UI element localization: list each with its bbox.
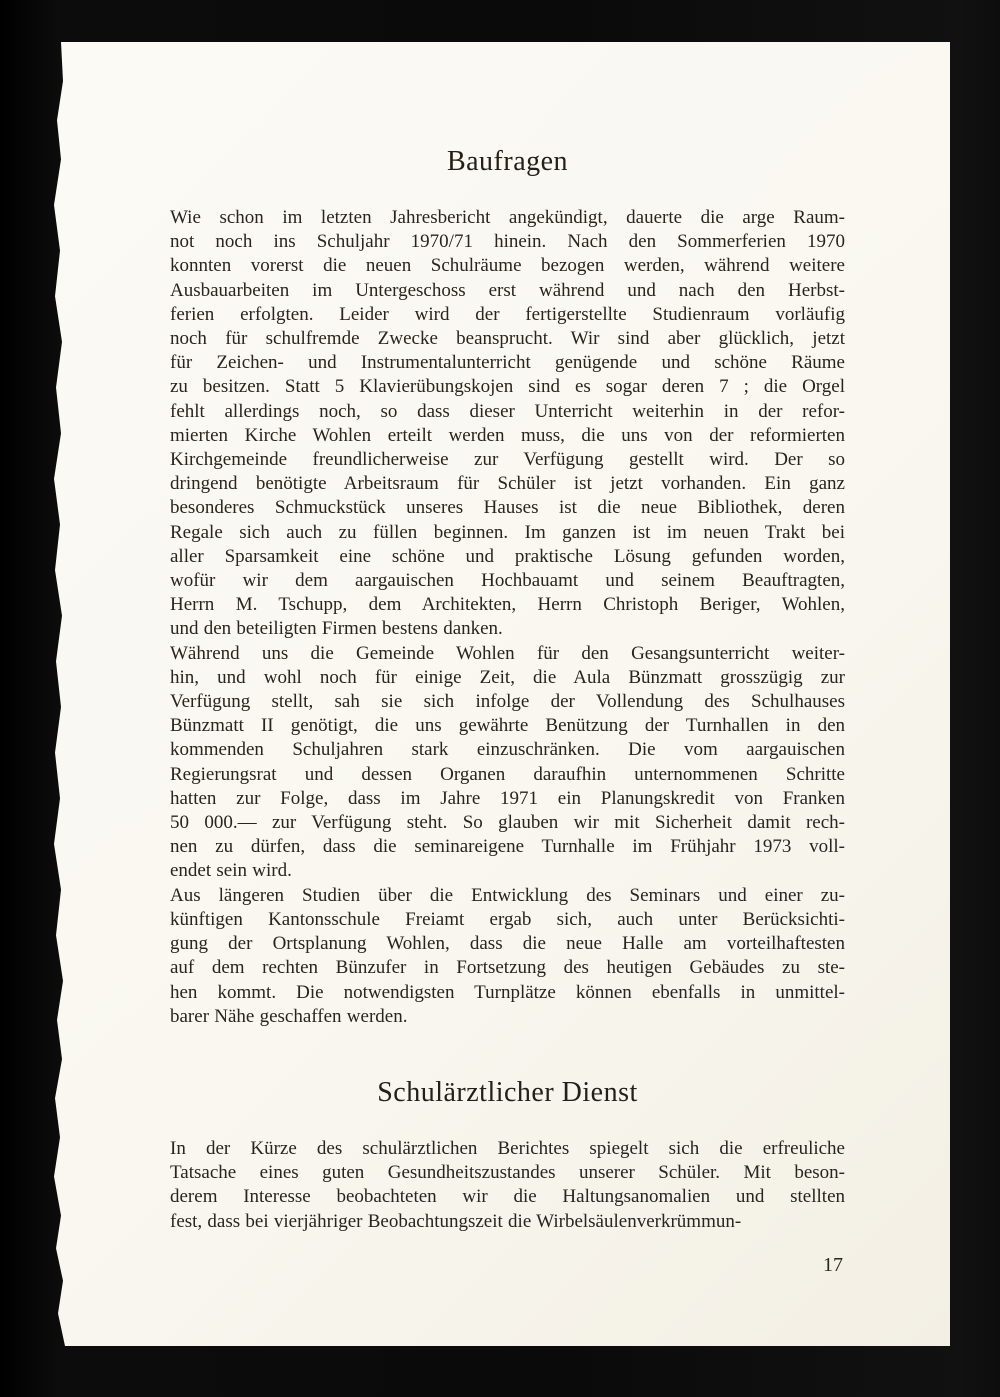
text-line: Tatsache eines guten Gesundheitszustandes unserer Schüler. Mit beson- [170, 1162, 845, 1184]
text-line: hatten zur Folge, dass im Jahre 1971 ein Planungskredit von Franken [170, 787, 845, 809]
text-line: hen kommt. Die notwendigsten Turnplätze können ebenfalls in unmittel- [170, 981, 845, 1003]
text-line: noch für schulfremde Zwecke beansprucht. Wir sind aber glücklich, jetzt [170, 328, 845, 350]
text-line: hin, und wohl noch für einige Zeit, die Aula Bünzmatt grosszügig zur [170, 666, 845, 688]
text-line: Regierungsrat und dessen Organen daraufhin unternommenen Schritte [170, 763, 845, 785]
text-line: Bünzmatt II genötigt, die uns gewährte Benützung der Turnhallen in den [170, 715, 845, 737]
text-line: Herrn M. Tschupp, dem Architekten, Herrn Christoph Beriger, Wohlen, [170, 594, 845, 616]
page-content [170, 42, 845, 1277]
text-line: künftigen Kantonsschule Freiamt ergab sich, auch unter Berücksichti- [170, 908, 845, 930]
text-line: 50 000.— zur Verfügung steht. So glauben wir mit Sicherheit damit rech- [170, 812, 845, 834]
text-line: Kirchgemeinde freundlicherweise zur Verfügung gestellt wird. Der so [170, 449, 845, 471]
section-heading: Baufragen [446, 146, 569, 177]
text-line: Ausbauarbeiten im Untergeschoss erst während und nach den Herbst- [170, 279, 845, 301]
text-line: Während uns die Gemeinde Wohlen für den Gesangsunterricht weiter- [170, 642, 845, 664]
text-line: wofür wir dem aargauischen Hochbauamt und seinem Beauftragten, [170, 570, 845, 592]
text-line: endet sein wird. [170, 860, 292, 882]
text-line: In der Kürze des schulärztlichen Berichtes spiegelt sich die erfreuliche [170, 1137, 845, 1159]
text-line: dringend benötigte Arbeitsraum für Schüler ist jetzt vorhanden. Ein ganz [170, 473, 845, 495]
paragraph [170, 642, 845, 884]
text-line: zu besitzen. Statt 5 Klavierübungskojen sind es sogar deren 7 ; die Orgel [170, 376, 845, 398]
text-line: gung der Ortsplanung Wohlen, dass die neue Halle am vorteilhaftesten [170, 933, 845, 955]
text-line: kommenden Schuljahren stark einzuschränken. Die vom aargauischen [170, 739, 845, 761]
text-line: ferien erfolgten. Leider wird der fertigerstellte Studienraum vorläufig [170, 303, 845, 325]
paragraph [170, 884, 845, 1029]
paragraph [170, 1137, 845, 1234]
text-line: aller Sparsamkeit eine schöne und praktische Lösung gefunden worden, [170, 545, 845, 567]
text-line: Verfügung stellt, sah sie sich infolge der Vollendung des Schulhauses [170, 691, 845, 713]
text-line: Regale sich auch zu füllen beginnen. Im ganzen ist im neuen Trakt bei [170, 521, 845, 543]
text-line: barer Nähe geschaffen werden. [170, 1005, 408, 1027]
text-line: auf dem rechten Bünzufer in Fortsetzung des heutigen Gebäudes zu ste- [170, 957, 845, 979]
document-section [170, 1077, 845, 1234]
text-line: not noch ins Schuljahr 1970/71 hinein. Nach den Sommerferien 1970 [170, 231, 845, 253]
text-line: derem Interesse beobachteten wir die Haltungsanomalien und stellten [170, 1186, 845, 1208]
text-line: mierten Kirche Wohlen erteilt werden muss, die uns von der reformierten [170, 424, 845, 446]
text-line: besonderes Schmuckstück unseres Hauses ist die neue Bibliothek, deren [170, 497, 845, 519]
text-line: Wie schon im letzten Jahresbericht angekündigt, dauerte die arge Raum- [170, 207, 845, 228]
page-number: 17 [823, 1253, 843, 1276]
text-line: fehlt allerdings noch, so dass dieser Unterricht weiterhin in der refor- [170, 400, 845, 422]
text-line: fest, dass bei vierjähriger Beobachtungszeit die Wirbelsäulenverkrümmun- [170, 1210, 742, 1232]
text-line: konnten vorerst die neuen Schulräume bezogen werden, während weitere [170, 255, 845, 277]
document-section [170, 42, 845, 1029]
text-line: für Zeichen- und Instrumentalunterricht genügende und schöne Räume [170, 352, 845, 374]
text-line: Aus längeren Studien über die Entwicklung des Seminars und einer zu- [170, 884, 845, 906]
text-line: und den beteiligten Firmen bestens danken. [170, 618, 503, 640]
paragraph [170, 206, 845, 642]
text-line: nen zu dürfen, dass die seminareigene Turnhalle im Frühjahr 1973 voll- [170, 836, 845, 858]
section-heading: Schulärztlicher Dienst [377, 1076, 638, 1108]
